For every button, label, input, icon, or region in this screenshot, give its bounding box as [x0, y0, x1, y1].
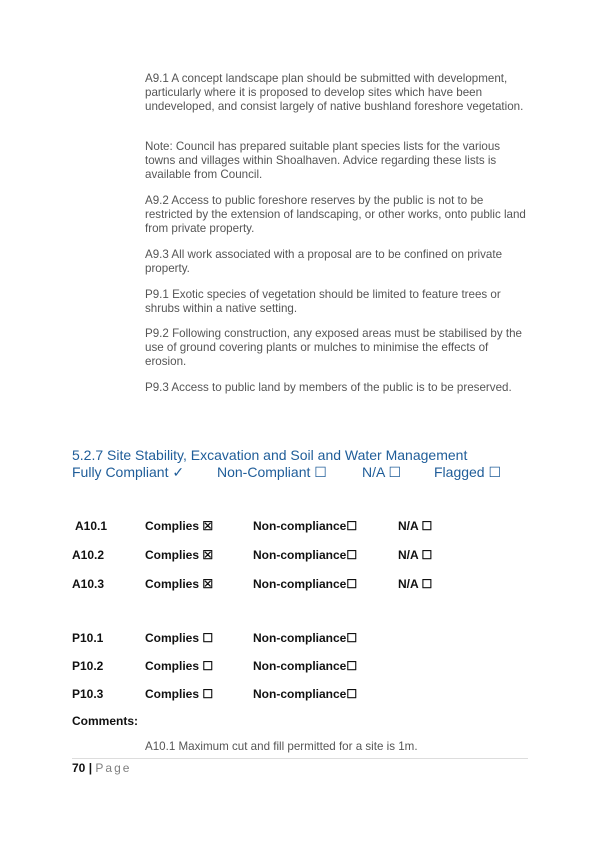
noncompliance-checkbox: Non-compliance☐: [253, 519, 358, 533]
row-code: A10.3: [72, 577, 105, 591]
table-row: [72, 687, 532, 703]
table-row: [72, 519, 532, 535]
paragraph-p9-1: P9.1 Exotic species of vegetation should be limited to feature trees or shrubs within a native setting.: [145, 288, 501, 316]
noncompliance-checkbox: Non-compliance☐: [253, 548, 358, 562]
page-footer: [72, 761, 131, 775]
complies-checkbox: Complies ☐: [145, 659, 214, 673]
page-label: Page: [95, 761, 132, 775]
paragraph-note: Note: Council has prepared suitable plant species lists for the various towns and villages within Shoalhaven. Advice regarding these lists is available from Council.: [145, 140, 501, 182]
table-row: [72, 548, 532, 564]
paragraph-a9-3: A9.3 All work associated with a proposal are to be confined on private property.: [145, 248, 503, 276]
noncompliance-checkbox: Non-compliance☐: [253, 687, 358, 701]
row-code: P10.3: [72, 687, 104, 701]
row-code: A10.2: [72, 548, 105, 562]
section-heading: 5.2.7 Site Stability, Excavation and Soil and Water Management: [72, 447, 468, 463]
compliance-status-row: [72, 464, 532, 482]
paragraph-p9-2: P9.2 Following construction, any exposed areas must be stabilised by the use of ground covering plants or mulches to minimise the effects of erosion.: [145, 327, 523, 369]
complies-checkbox: Complies ☒: [145, 577, 214, 591]
table-row: [72, 577, 532, 593]
row-code: P10.1: [72, 631, 104, 645]
row-code: A10.1: [75, 519, 108, 533]
noncompliance-checkbox: Non-compliance☐: [253, 631, 358, 645]
na-checkbox: N/A ☐: [398, 519, 433, 533]
paragraph-a9-1: A9.1 A concept landscape plan should be submitted with development, particularly where it is proposed to develop sites which have been undeveloped, and consist largely of native bushland foreshore vegetation.: [145, 72, 524, 114]
na-checkbox: N/A ☐: [398, 548, 433, 562]
noncompliance-checkbox: Non-compliance☐: [253, 659, 358, 673]
noncompliance-checkbox: Non-compliance☐: [253, 577, 358, 591]
table-row: [72, 631, 532, 647]
status-flagged: Flagged ☐: [434, 464, 502, 480]
page-number: 70: [72, 761, 86, 775]
complies-checkbox: Complies ☐: [145, 631, 214, 645]
status-non-compliant: Non-Compliant ☐: [217, 464, 327, 480]
row-code: P10.2: [72, 659, 104, 673]
comment-text: A10.1 Maximum cut and fill permitted for a site is 1m.: [145, 740, 418, 753]
na-checkbox: N/A ☐: [398, 577, 433, 591]
table-row: [72, 659, 532, 675]
complies-checkbox: Complies ☒: [145, 548, 214, 562]
footer-divider: [72, 758, 528, 759]
paragraph-a9-2: A9.2 Access to public foreshore reserves by the public is not to be restricted by the extension of landscaping, or other works, onto public land from private property.: [145, 194, 526, 236]
status-na: N/A ☐: [362, 464, 402, 480]
complies-checkbox: Complies ☐: [145, 687, 214, 701]
comments-label: Comments:: [72, 714, 139, 728]
paragraph-p9-3: P9.3 Access to public land by members of the public is to be preserved.: [145, 381, 512, 394]
status-fully-compliant: Fully Compliant ✓: [72, 464, 185, 480]
complies-checkbox: Complies ☒: [145, 519, 214, 533]
footer-separator: |: [85, 761, 96, 775]
